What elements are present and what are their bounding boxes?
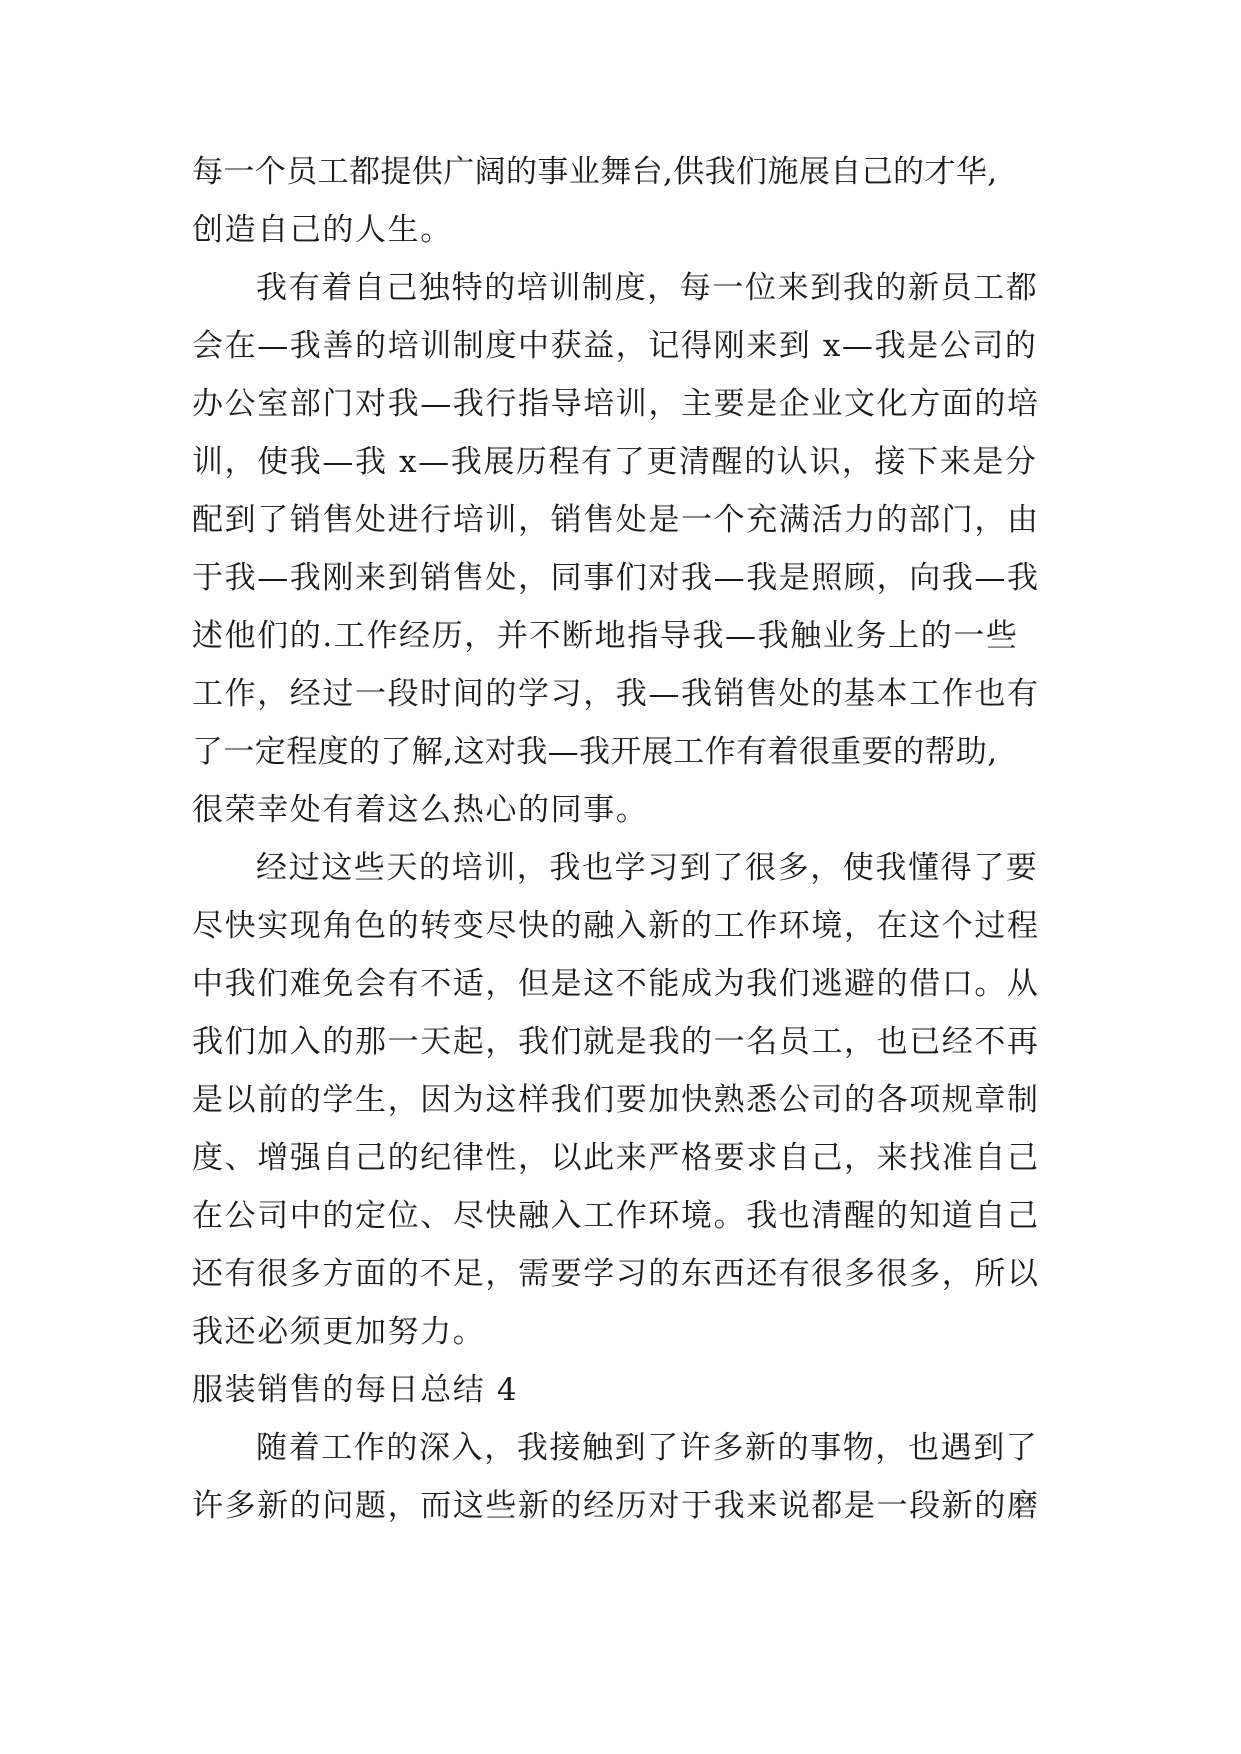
paragraph-start-line: 经过这些天的培训，我也学习到了很多，使我懂得了要 — [256, 850, 1039, 886]
text-line: 很荣幸处有着这么热心的同事。 — [192, 792, 649, 828]
text-line: 尽快实现角色的转变尽快的融入新的工作环境，在这个过程 — [192, 908, 1040, 944]
section-heading: 服装销售的每日总结 4 — [192, 1372, 519, 1408]
text-line: 许多新的问题，而这些新的经历对于我来说都是一段新的磨 — [192, 1488, 1040, 1524]
text-line: 每一个员工都提供广阔的事业舞台,供我们施展自己的才华, — [192, 154, 998, 190]
text-line: 我们加入的那一天起，我们就是我的一名员工，也已经不再 — [192, 1024, 1040, 1060]
text-line: 办公室部门对我—我行指导培训，主要是企业文化方面的培 — [192, 386, 1040, 422]
text-line: 工作，经过一段时间的学习，我—我销售处的基本工作也有 — [192, 676, 1040, 712]
text-line: 了一定程度的了解,这对我—我开展工作有着很重要的帮助, — [192, 734, 998, 770]
text-line: 于我—我刚来到销售处，同事们对我—我是照顾，向我—我 — [192, 560, 1040, 596]
text-line: 中我们难免会有不适，但是这不能成为我们逃避的借口。从 — [192, 966, 1040, 1002]
text-line: 创造自己的人生。 — [192, 212, 453, 248]
paragraph-start-line: 我有着自己独特的培训制度，每一位来到我的新员工都 — [256, 270, 1039, 306]
text-line: 配到了销售处进行培训，销售处是一个充满活力的部门，由 — [192, 502, 1040, 538]
text-line: 度、增强自己的纪律性，以此来严格要求自己，来找准自己 — [192, 1140, 1040, 1176]
text-line: 会在—我善的培训制度中获益，记得刚来到 x—我是公司的 — [192, 328, 1038, 364]
text-line: 我还必须更加努力。 — [192, 1314, 486, 1350]
text-line: 述他们的.工作经历，并不断地指导我—我触业务上的一些 — [192, 618, 1019, 654]
text-line: 在公司中的定位、尽快融入工作环境。我也清醒的知道自己 — [192, 1198, 1040, 1234]
text-line: 还有很多方面的不足，需要学习的东西还有很多很多，所以 — [192, 1256, 1040, 1292]
text-line: 训，使我—我 x—我展历程有了更清醒的认识，接下来是分 — [192, 444, 1038, 480]
paragraph-start-line: 随着工作的深入，我接触到了许多新的事物，也遇到了 — [256, 1430, 1039, 1466]
text-line: 是以前的学生，因为这样我们要加快熟悉公司的各项规章制 — [192, 1082, 1040, 1118]
